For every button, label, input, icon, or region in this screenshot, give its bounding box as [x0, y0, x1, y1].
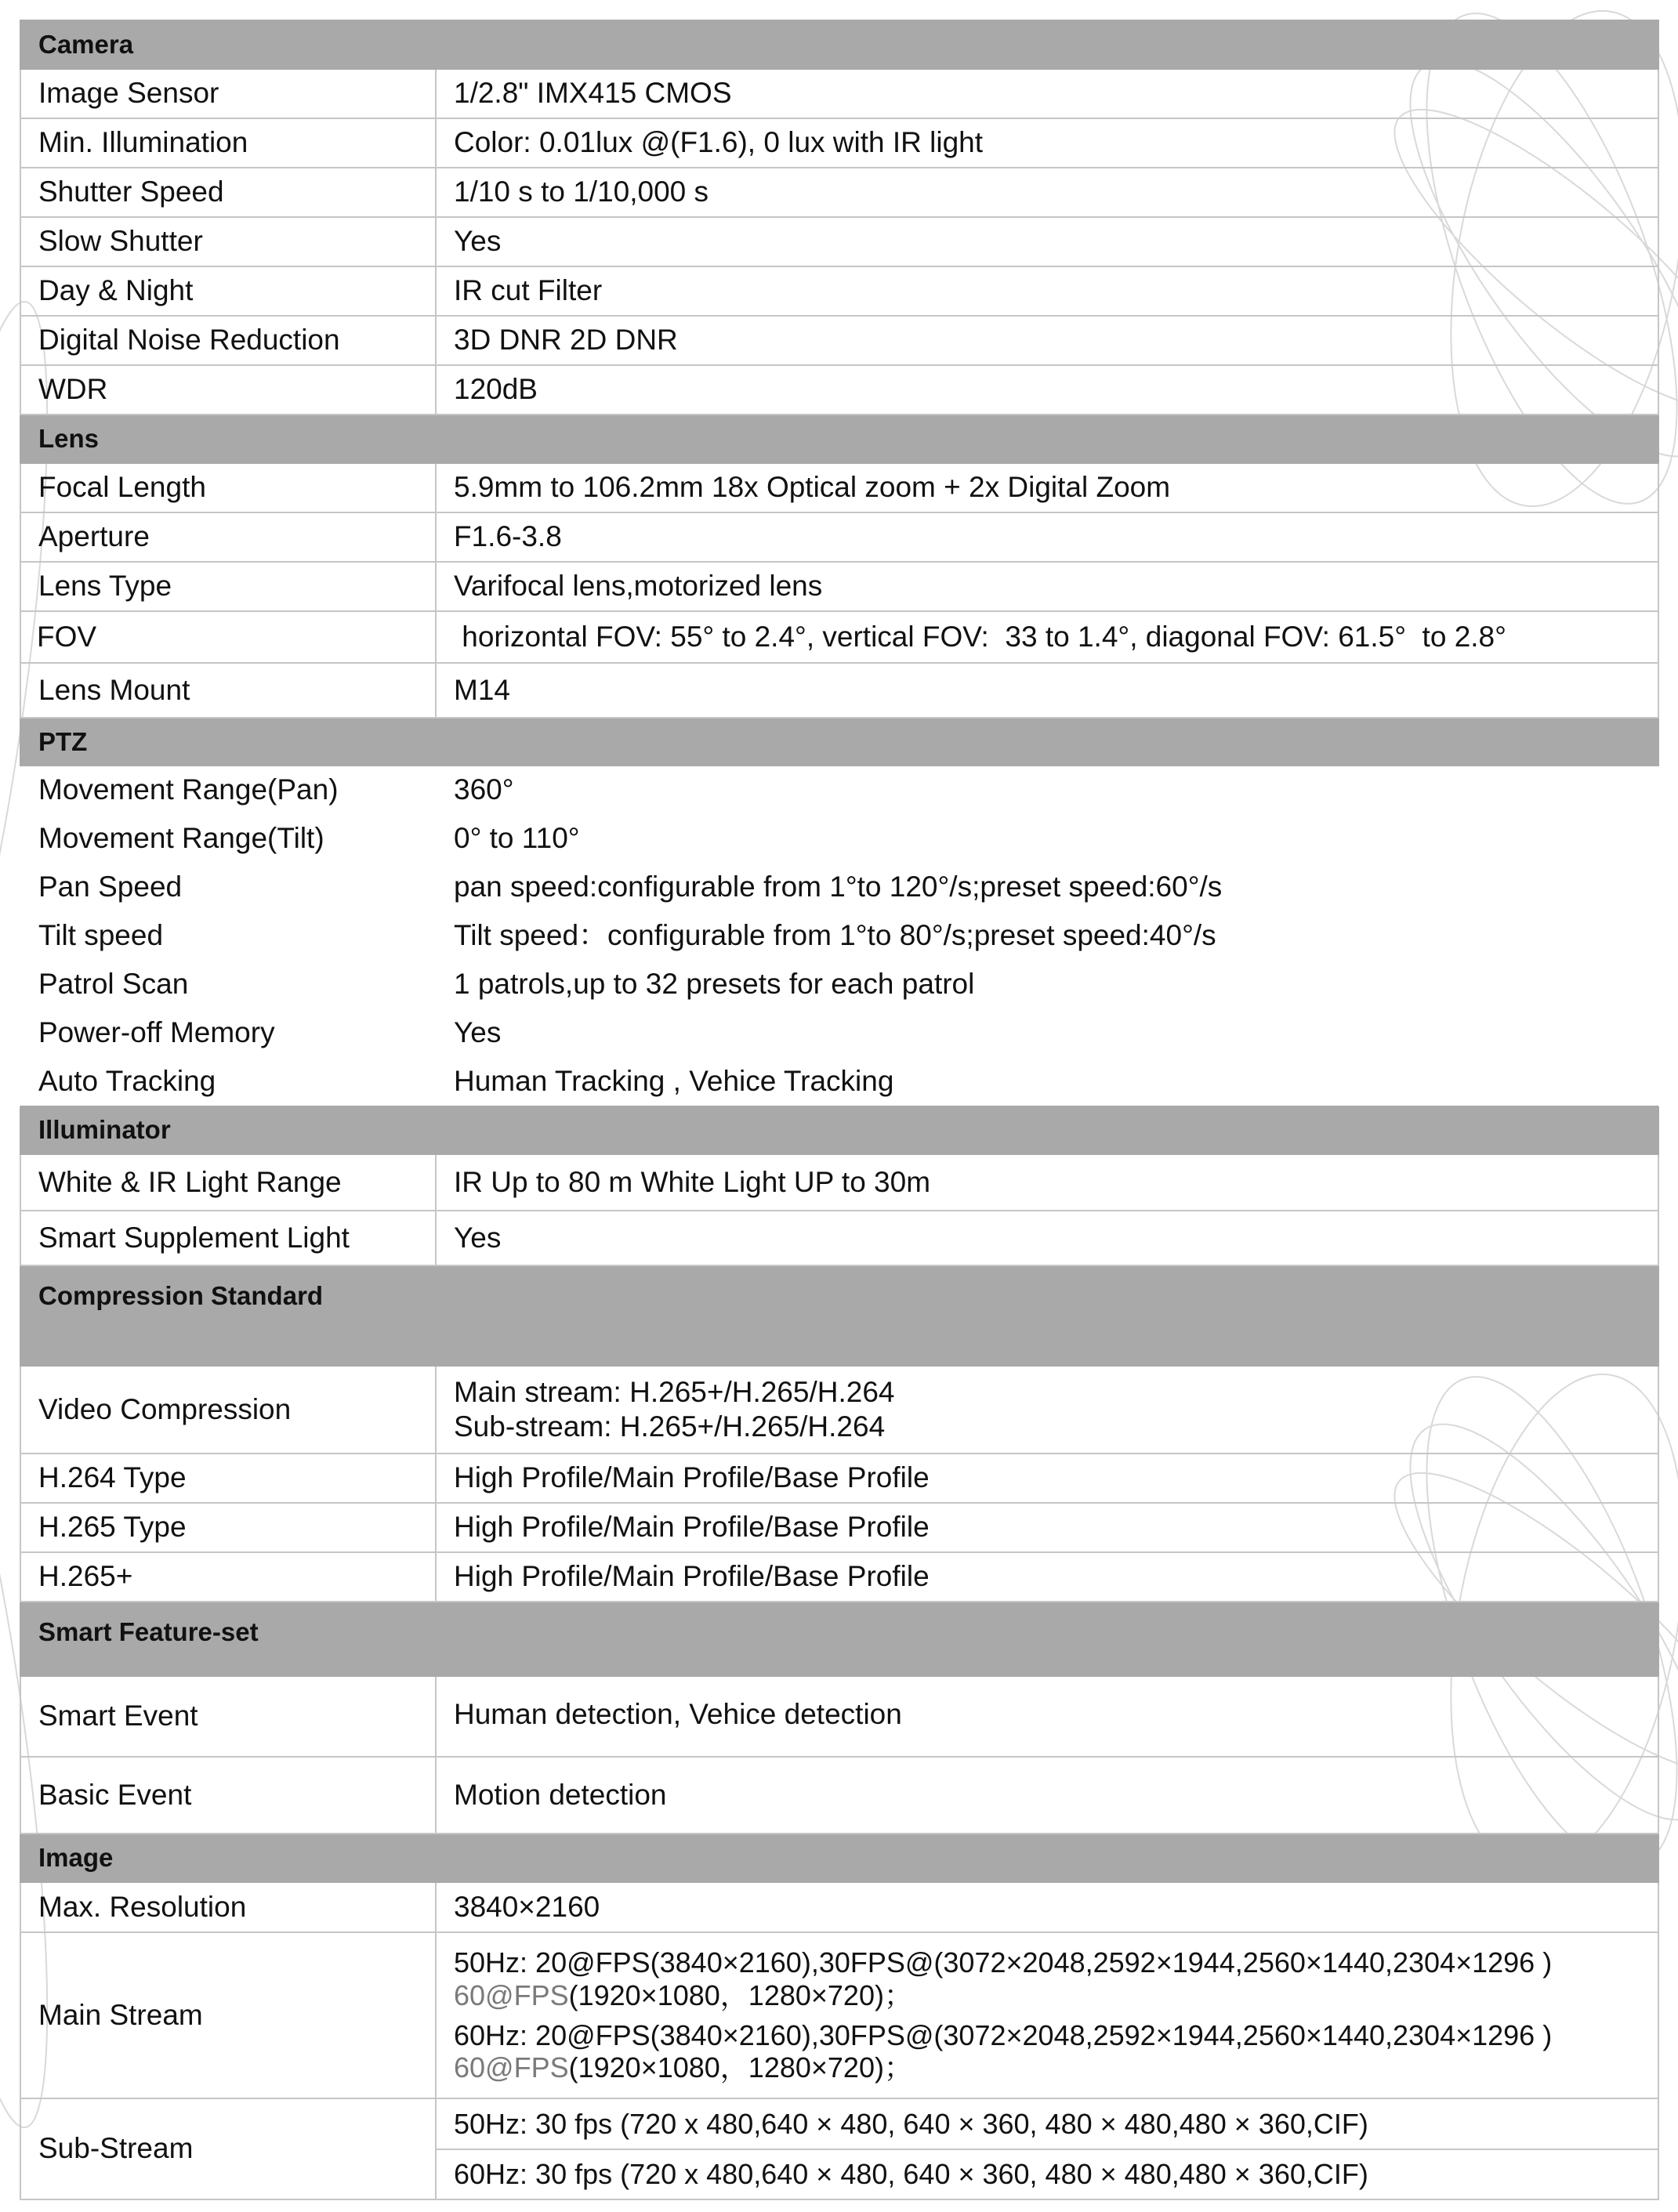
table-row	[20, 512, 1658, 562]
value-line: Main stream: H.265+/H.265/H.264	[454, 1375, 895, 1408]
table-row	[20, 814, 1658, 863]
resolution-list: (1920×1080，1280×720)；	[568, 2051, 912, 2084]
row-value: pan speed:configurable from 1°to 120°/s;preset speed:60°/s	[436, 863, 1658, 911]
row-value: 3D DNR 2D DNR	[436, 316, 1658, 365]
table-row	[20, 1057, 1658, 1106]
section-header-image	[20, 1834, 1658, 1882]
section-title: Compression Standard	[20, 1265, 436, 1366]
row-label: Auto Tracking	[38, 1064, 216, 1097]
table-row	[20, 1454, 1658, 1503]
table-row	[20, 118, 1658, 168]
section-header-lens	[20, 415, 1658, 463]
section-header-smart	[20, 1602, 1658, 1676]
fps-prefix: 60@FPS	[454, 2051, 569, 2084]
row-label: White & IR Light Range	[20, 1154, 436, 1211]
row-value: 360°	[436, 766, 1658, 814]
table-row	[20, 863, 1658, 911]
fps-prefix: 60@FPS	[454, 1978, 569, 2011]
table-row	[20, 1552, 1658, 1602]
table-row	[20, 611, 1658, 663]
row-label: Lens Type	[20, 562, 436, 611]
row-label: Patrol Scan	[38, 967, 189, 1000]
row-value: 60Hz: 30 fps (720 x 480,640 × 480, 640 × 360, 480 × 480,480 × 360,CIF)	[436, 2149, 1658, 2199]
row-value: Human Tracking , Vehice Tracking	[436, 1057, 1658, 1106]
spec-table	[20, 20, 1659, 2200]
row-label: Sub-Stream	[20, 2098, 436, 2199]
table-row	[20, 1503, 1658, 1552]
table-row	[20, 960, 1658, 1008]
section-header-illuminator	[20, 1106, 1658, 1154]
row-label: Pan Speed	[38, 870, 183, 903]
section-title: Smart Feature-set	[20, 1602, 436, 1676]
row-value: 1 patrols,up to 32 presets for each patrol	[436, 960, 1658, 1008]
table-row	[20, 217, 1658, 266]
row-value	[436, 1366, 1658, 1454]
row-value: 1/10 s to 1/10,000 s	[436, 168, 1658, 217]
row-value: IR cut Filter	[436, 266, 1658, 316]
row-label: Video Compression	[20, 1366, 436, 1454]
row-label: Aperture	[20, 512, 436, 562]
table-row	[20, 663, 1658, 718]
row-value: F1.6-3.8	[436, 512, 1658, 562]
row-value: M14	[436, 663, 1658, 718]
row-value: Motion detection	[436, 1757, 1658, 1834]
row-value: 1/2.8" IMX415 CMOS	[436, 69, 1658, 118]
row-label: Main Stream	[20, 1932, 436, 2098]
table-row	[20, 266, 1658, 316]
row-value: 50Hz: 30 fps (720 x 480,640 × 480, 640 × 360, 480 × 480,480 × 360,CIF)	[436, 2098, 1658, 2149]
row-label: FOV	[20, 611, 436, 663]
row-label: Min. Illumination	[20, 118, 436, 168]
row-label: Tilt speed	[38, 918, 164, 951]
row-label: Lens Mount	[20, 663, 436, 718]
section-header-compression	[20, 1265, 1658, 1366]
resolution-list: (1920×1080，1280×720)；	[568, 1978, 912, 2011]
row-label: Shutter Speed	[20, 168, 436, 217]
table-row	[20, 463, 1658, 512]
row-label: Power-off Memory	[38, 1015, 275, 1048]
table-row	[20, 316, 1658, 365]
section-header-ptz	[20, 718, 1658, 766]
row-value: Yes	[436, 217, 1658, 266]
table-row	[20, 1757, 1658, 1834]
row-value: 5.9mm to 106.2mm 18x Optical zoom + 2x Digital Zoom	[436, 463, 1658, 512]
row-value: Varifocal lens,motorized lens	[436, 562, 1658, 611]
row-label: Image Sensor	[20, 69, 436, 118]
row-label: Day & Night	[20, 266, 436, 316]
table-row	[20, 2098, 1658, 2149]
row-label: WDR	[20, 365, 436, 415]
value-line: Sub-stream: H.265+/H.265/H.264	[454, 1410, 886, 1443]
row-value	[436, 1932, 1658, 2098]
table-row	[20, 1366, 1658, 1454]
row-label: Basic Event	[20, 1757, 436, 1834]
row-label: H.265+	[20, 1552, 436, 1602]
table-row	[20, 69, 1658, 118]
table-row	[20, 1882, 1658, 1932]
row-label: Movement Range(Pan)	[38, 773, 339, 806]
row-value: 3840×2160	[436, 1882, 1658, 1932]
row-value: High Profile/Main Profile/Base Profile	[436, 1503, 1658, 1552]
row-value: High Profile/Main Profile/Base Profile	[436, 1454, 1658, 1503]
table-row	[20, 1008, 1658, 1057]
table-row	[20, 365, 1658, 415]
section-title: Lens	[20, 415, 436, 463]
section-title: Illuminator	[20, 1106, 436, 1154]
section-title: Image	[20, 1834, 436, 1882]
table-row	[20, 1932, 1658, 2098]
table-row	[20, 168, 1658, 217]
row-label: Movement Range(Tilt)	[38, 821, 324, 854]
row-label: Smart Supplement Light	[20, 1211, 436, 1265]
row-label: Smart Event	[20, 1676, 436, 1757]
row-value: High Profile/Main Profile/Base Profile	[436, 1552, 1658, 1602]
row-value: Yes	[436, 1211, 1658, 1265]
table-row	[20, 766, 1658, 814]
row-value: Color: 0.01lux @(F1.6), 0 lux with IR light	[436, 118, 1658, 168]
value-line: 50Hz: 20@FPS(3840×2160),30FPS@(3072×2048,2592×1944,2560×1440,2304×1296 )	[454, 1946, 1553, 1979]
row-label: Focal Length	[20, 463, 436, 512]
row-value: Tilt speed：configurable from 1°to 80°/s;preset speed:40°/s	[436, 911, 1658, 960]
row-label: H.264 Type	[20, 1454, 436, 1503]
value-line	[454, 2051, 1658, 2083]
table-row	[20, 1676, 1658, 1757]
value-line	[454, 1979, 1658, 2011]
row-value: Human detection, Vehice detection	[436, 1676, 1658, 1757]
row-value: 120dB	[436, 365, 1658, 415]
row-label: Max. Resolution	[20, 1882, 436, 1932]
section-title: Camera	[20, 20, 436, 69]
row-value: IR Up to 80 m White Light UP to 30m	[436, 1154, 1658, 1211]
row-label: H.265 Type	[20, 1503, 436, 1552]
table-row	[20, 562, 1658, 611]
row-value: Yes	[436, 1008, 1658, 1057]
row-label: Slow Shutter	[20, 217, 436, 266]
table-row	[20, 1211, 1658, 1265]
section-title: PTZ	[20, 718, 436, 766]
table-row	[20, 1154, 1658, 1211]
row-label: Digital Noise Reduction	[20, 316, 436, 365]
section-header-camera	[20, 20, 1658, 69]
value-line: 60Hz: 20@FPS(3840×2160),30FPS@(3072×2048,2592×1944,2560×1440,2304×1296 )	[454, 2019, 1553, 2051]
row-value: horizontal FOV: 55° to 2.4°, vertical FOV: 33 to 1.4°, diagonal FOV: 61.5° to 2.8°	[436, 611, 1658, 663]
row-value: 0° to 110°	[436, 814, 1658, 863]
table-row	[20, 911, 1658, 960]
